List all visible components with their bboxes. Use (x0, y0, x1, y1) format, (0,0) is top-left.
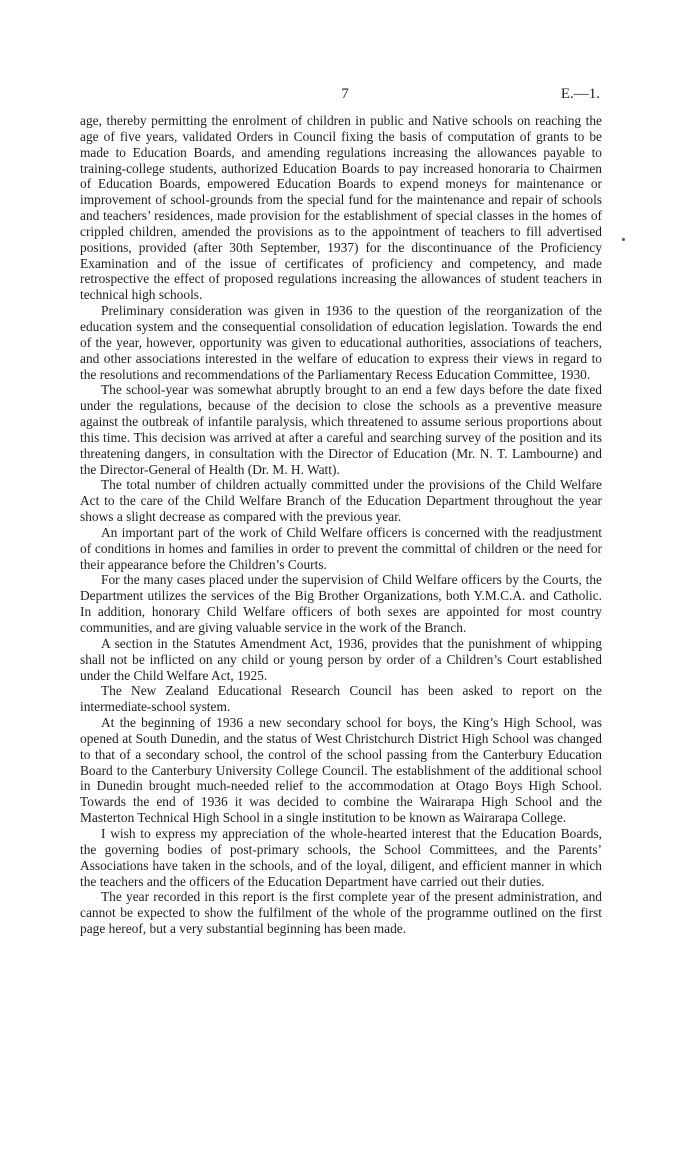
paragraph: An important part of the work of Child Welfare officers is concerned with the readjustment of conditions in homes and families in order to prevent the committal of children or the need for their appearance before the Children’s Courts. (80, 524, 602, 572)
paragraph: A section in the Statutes Amendment Act, 1936, provides that the punishment of whipping shall not be inflicted on any child or young person by order of a Children’s Court established under the Child Welfare Act, 1925. (80, 635, 602, 683)
paragraph: Preliminary consideration was given in 1936 to the question of the reorganization of the education system and the consequential consolidation of education legislation. Towards the end of the year, however, opportunity was given to educational authorities, associations of teachers, and other associations interested in the welfare of education to express their views in regard to the resolutions and recommendations of the Parliamentary Recess Education Committee, 1930. (80, 303, 602, 382)
paragraph: For the many cases placed under the supervision of Child Welfare officers by the Courts, the Department utilizes the services of the Big Brother Organizations, both Y.M.C.A. and Catholic. In addition, honorary Child Welfare officers of both sexes are appointed for most country communities, and are giving valuable service in the work of the Branch. (80, 572, 602, 635)
paragraph: The New Zealand Educational Research Council has been asked to report on the intermediate-school system. (80, 683, 602, 715)
paragraph: The school-year was somewhat abruptly brought to an end a few days before the date fixed under the regulations, because of the decision to close the schools as a preventive measure against the outbreak of infantile paralysis, which threatened to assume serious proportions about this time. This decision was arrived at after a careful and searching survey of the position and its threatening dangers, in consultation with the Director of Education (Mr. N. T. Lambourne) and the Director-General of Health (Dr. M. H. Watt). (80, 382, 602, 477)
paragraph: The year recorded in this report is the first complete year of the present administration, and cannot be expected to show the fulfilment of the whole of the programme outlined on the first page hereof, but a very substantial beginning has been made. (80, 889, 602, 937)
document-reference: E.—1. (560, 86, 600, 102)
body-text (80, 113, 602, 937)
paragraph: At the beginning of 1936 a new secondary school for boys, the King’s High School, was opened at South Dunedin, and the status of West Christchurch District High School was changed to that of a secondary school, the control of the school passing from the Canterbury Education Board to the Canterbury University College Council. The establishment of the additional school in Dunedin brought much-needed relief to the accommodation at Otago Boys High School. Towards the end of 1936 it was decided to combine the Wairarapa High School and the Masterton Technical High School in a single institution to be known as Wairarapa College. (80, 715, 602, 826)
scan-speck (622, 238, 625, 241)
page-number: 7 (341, 86, 349, 102)
paragraph: I wish to express my appreciation of the whole-hearted interest that the Education Boards, the governing bodies of post-primary schools, the School Committees, and the Parents’ Associations have taken in the schools, and of the loyal, diligent, and efficient manner in which the teachers and the officers of the Education Department have carried out their duties. (80, 825, 602, 889)
paragraph: age, thereby permitting the enrolment of children in public and Native schools on reaching the age of five years, validated Orders in Council fixing the basis of computation of grants to be made to Education Boards, and amending regulations increasing the allowances payable to training-college students, authorized Education Boards to pay increased honoraria to Chairmen of Education Boards, empowered Education Boards to expend moneys for maintenance or improvement of school-grounds from the special fund for the maintenance and repair of schools and teachers’ residences, made provision for the establishment of special classes in the homes of crippled children, amended the provisions as to the appointment of teachers to fill advertised positions, provided (after 30th September, 1937) for the discontinuance of the Proficiency Examination and of the issue of certificates of proficiency and competency, and made retrospective the effect of proposed regulations increasing the allowances of student teachers in technical high schools. (80, 113, 602, 303)
paragraph: The total number of children actually committed under the provisions of the Child Welfare Act to the care of the Child Welfare Branch of the Education Department throughout the year shows a slight decrease as compared with the previous year. (80, 477, 602, 525)
